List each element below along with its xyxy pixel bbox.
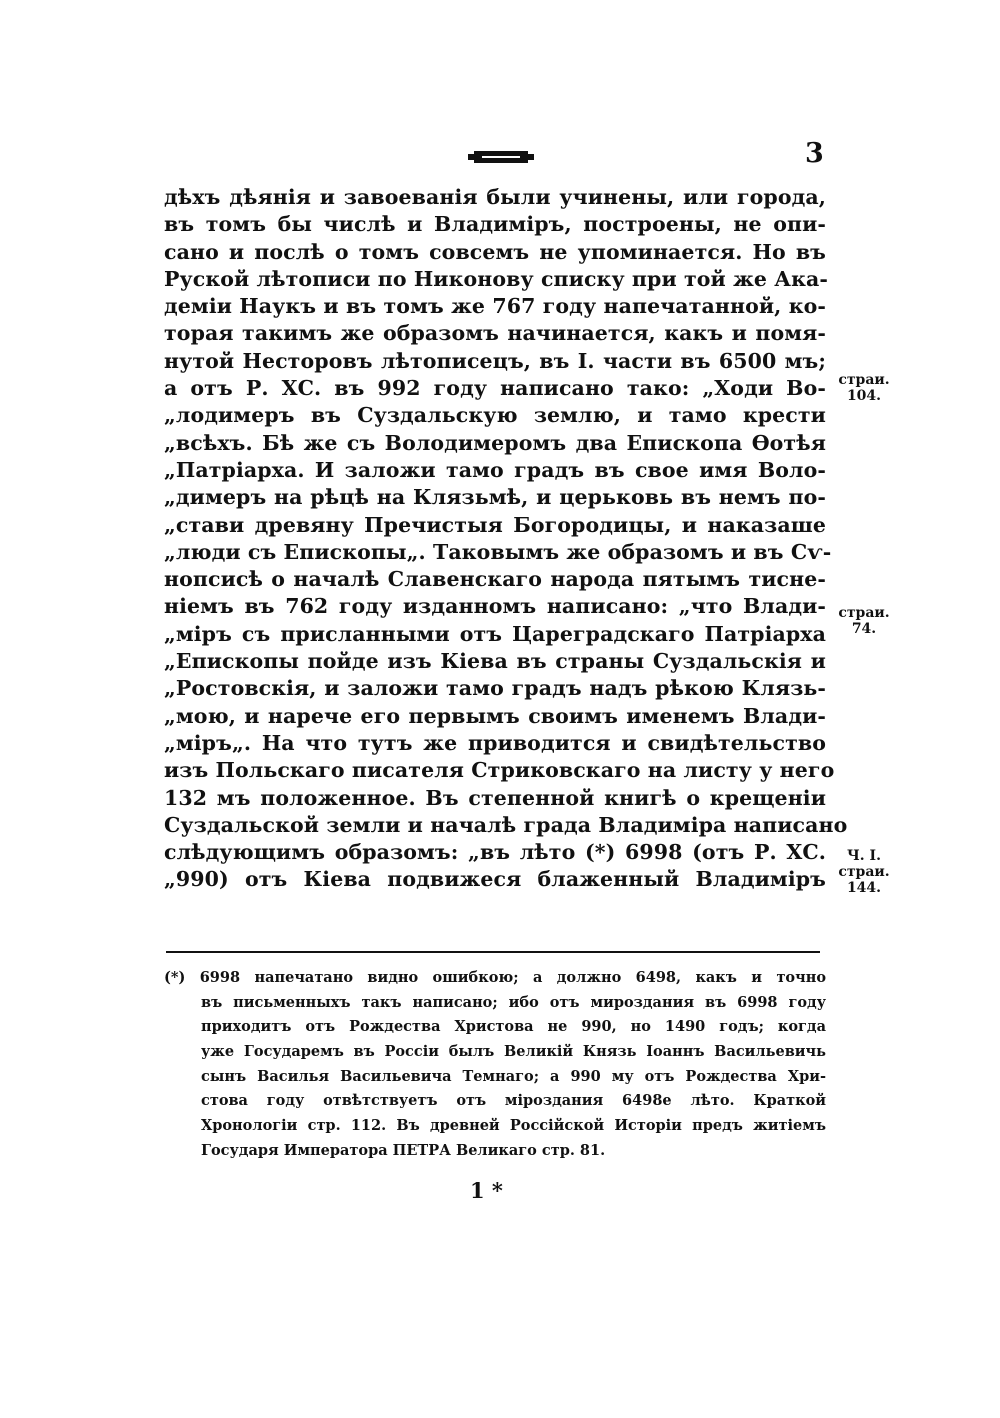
main-text [164,184,848,894]
text-line: „Епископы пойде изъ Кіева въ страны Суздальскія и [164,649,826,674]
text-line: изъ Польскаго писателя Стриковскаго на листу у него [164,758,835,783]
text-line: „стави древяну Пречистыя Богородицы, и наказаше [164,512,826,537]
margin-note-line: Ч. I. [847,848,881,864]
margin-note [828,605,900,637]
text-line: „Ростовскія, и заложи тамо градъ надъ рѣкою Клязь- [164,676,826,701]
signature-mark: 1 * [470,1178,503,1203]
footnote-text: 6998 напечатано видно ошибкою; а должно 6498, какъ и точно [199,969,826,986]
text-line: „Патріарха. И заложи тамо градъ въ свое имя Воло- [164,457,826,482]
text-line: „люди съ Епископы„. Таковымъ же образомъ и въ Сѵ- [164,539,832,564]
text-line: въ томъ бы числѣ и Владиміръ, построены, не опи- [164,212,826,237]
footnote-line: Хронологіи стр. 112. Въ древней Россійской Исторіи предъ житіемъ [201,1117,826,1135]
text-line: „мою, и нарече его первымъ своимъ именемъ Влади- [164,703,826,728]
text-line: „міръ„. На что тутъ же приводится и свидѣтельство [164,730,826,755]
text-line: нутой Несторовъ лѣтописецъ, въ I. части въ 6500 мъ; [164,348,826,373]
text-line: „990) отъ Кіева подвижеся блаженный Владиміръ [164,867,826,892]
page-number: 3 [805,138,824,169]
margin-note-line: 144. [846,880,882,896]
footnote-line: Государя Императора ПЕТРА Великаго стр. 81. [201,1141,606,1159]
footnote-line: сынъ Василья Васильевича Темнаго; а 990 му отъ Рождества Хри- [201,1067,826,1085]
text-line: Суздальской земли и началѣ града Владиміра написано [164,812,848,837]
ornament-headpiece [468,150,534,164]
text-line: 132 мъ положенное. Въ степенной книгѣ о крещеніи [164,785,826,810]
text-line: а отъ Р. ХС. въ 992 году написано тако: „Ходи Во- [164,376,826,401]
text-line: слѣдующимъ образомъ: „въ лѣто (*) 6998 (отъ Р. ХС. [164,840,826,865]
text-line: „всѣхъ. Бѣ же съ Володимеромъ два Епископа Ѳотѣя [164,430,826,455]
footnote-line: приходитъ отъ Рождества Христова не 990, но 1490 годъ; когда [201,1018,826,1036]
text-line: „димеръ на рѣцѣ на Клязьмѣ, и церьковь въ немъ по- [164,485,826,510]
margin-note-line: 74. [851,621,877,637]
text-line: торая такимъ же образомъ начинается, какъ и помя- [164,321,826,346]
margin-note-line: 104. [846,388,882,404]
text-line: Руской лѣтописи по Никонову списку при той же Ака- [164,266,828,291]
margin-note-line: страи. [838,605,890,621]
footnote-line: стова году отвѣтствуетъ отъ міроздания 6498е лѣто. Краткой [201,1092,826,1110]
text-line: „міръ съ присланными отъ Цареградскаго Патріарха [164,621,826,646]
margin-note [828,372,900,404]
text-line: нопсисѣ о началѣ Славенскаго народа пятымъ тисне- [164,567,826,592]
margin-note-line: страи. [838,864,890,880]
footnote-line: въ письменныхъ такъ написано; ибо отъ мироздания въ 6998 году [201,993,826,1011]
text-line: „лодимеръ въ Суздальскую землю, и тамо крести [164,403,826,428]
text-line: ніемъ въ 762 году изданномъ написано: „что Влади- [164,594,826,619]
footnote-divider [166,951,820,953]
footnote-line: уже Государемъ въ Россіи былъ Великій Князь Іоаннъ Васильевичь [201,1043,826,1061]
footnote [164,966,826,1164]
margin-note-line: страи. [838,372,890,388]
text-line: дѣхъ дѣянія и завоеванія были учинены, или города, [164,185,826,209]
text-line: деміи Наукъ и въ томъ же 767 году напечатанной, ко- [164,294,826,319]
footnote-line [164,966,826,991]
text-line: сано и послѣ о томъ совсемъ не упоминается. Но въ [164,239,826,264]
footnote-marker: (*) [164,969,186,986]
margin-note [828,848,900,896]
